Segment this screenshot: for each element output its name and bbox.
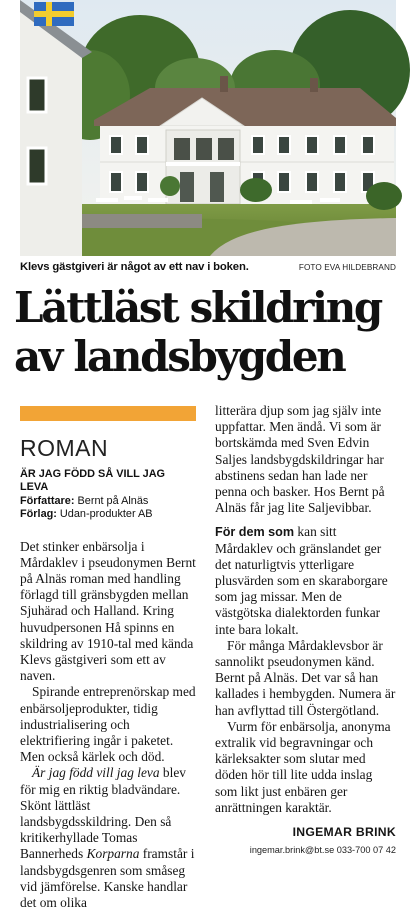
photo-credit: FOTO EVA HILDEBRAND <box>298 262 396 272</box>
fact-box <box>20 468 196 522</box>
section-label: ROMAN <box>20 435 109 461</box>
headline-line-1: Lättläst skildring <box>14 283 381 332</box>
byline-name: INGEMAR BRINK <box>292 825 396 840</box>
left-column <box>20 404 196 911</box>
body-paragraph-5 <box>215 524 396 637</box>
photo-caption: Klevs gästgiveri är något av ett nav i boken. <box>20 261 249 273</box>
referenced-book-title: Korparna <box>86 846 140 862</box>
body-paragraph-3-text: blev för mig en riktig bladvändare. Skönt lättläst landsbygdsskildring. Den så kritikerhyllade Tomas Bannerheds <box>20 765 186 862</box>
body-paragraph-2: Spirande entreprenörskap med enbärsoljeprodukter, tidig industrialisering och elektrifiering ingår i paketet. Men också kärlek och död. <box>20 684 196 765</box>
headline <box>14 283 404 381</box>
fact-box-author-value: Bernt på Alnäs <box>74 494 149 507</box>
fact-box-author-label: Författare: <box>20 494 75 507</box>
accent-bar <box>20 406 196 421</box>
fact-box-publisher <box>20 508 196 521</box>
right-column <box>215 403 396 858</box>
fact-box-title: ÄR JAG FÖDD SÅ VILL JAG LEVA <box>20 468 166 494</box>
photo-caption-row <box>20 257 396 277</box>
body-paragraph-3-end: framstår i landsbygdsgenren som småseg vid jämförelse. Kanske handlar det om olika <box>20 846 195 911</box>
book-title: Är jag född vill jag leva <box>32 765 160 781</box>
guesthouse-photo-illustration <box>20 0 396 256</box>
fact-box-publisher-label: Förlag: <box>20 508 57 521</box>
byline-contact: ingemar.brink@bt.se 033-700 07 42 <box>249 845 396 856</box>
fact-box-publisher-value: Udan-produkter AB <box>56 508 153 521</box>
body-paragraph-3 <box>20 765 196 911</box>
fact-box-author <box>20 495 196 508</box>
body-paragraph-5-text: kan sitt Mårdaklev och gränslandet ger det naturligtvis ytterligare plusvärden som en skaraborgare som jag missar. Men de västgötska dialektorden funkar inte bara lokalt. <box>215 524 388 637</box>
body-paragraph-1: Det stinker enbärsolja i Mårdaklev i pseudonymen Bernt på Alnäs roman med handling förlagd till gränsbygden mellan Sjuhärad och Halland. Kring huvudpersonen Hå spinns en skildring av 1910-tal med kända Klevs gästgiveri som ett av naven. <box>20 538 196 684</box>
body-paragraph-7: Vurm för enbärsolja, anonyma extralik vid begravningar och kärleksakter som slutar med döden hör till lite udda inslag som likt just enbären ger anrättningen karaktär. <box>215 718 391 815</box>
headline-line-2: av landsbygden <box>14 332 345 381</box>
article-photo <box>20 0 396 256</box>
body-paragraph-6: För många Mårdaklevsbor är sannolikt pseudonymen känd. Bernt på Alnäs. Det var så han kallades i hembygden. Numera är han avflyttad till Östergötland. <box>215 637 396 718</box>
lead-in: För dem som <box>215 525 295 540</box>
body-paragraph-4: litterära djup som jag själv inte uppfattar. Men ändå. Vi som är bortskämda med Sven Edvin Saljes landsbygdskildringar har abstinens sedan han lade ner penna och basker. Hos Bernt på Alnäs får jag lite Saljevibbar. <box>215 403 385 516</box>
